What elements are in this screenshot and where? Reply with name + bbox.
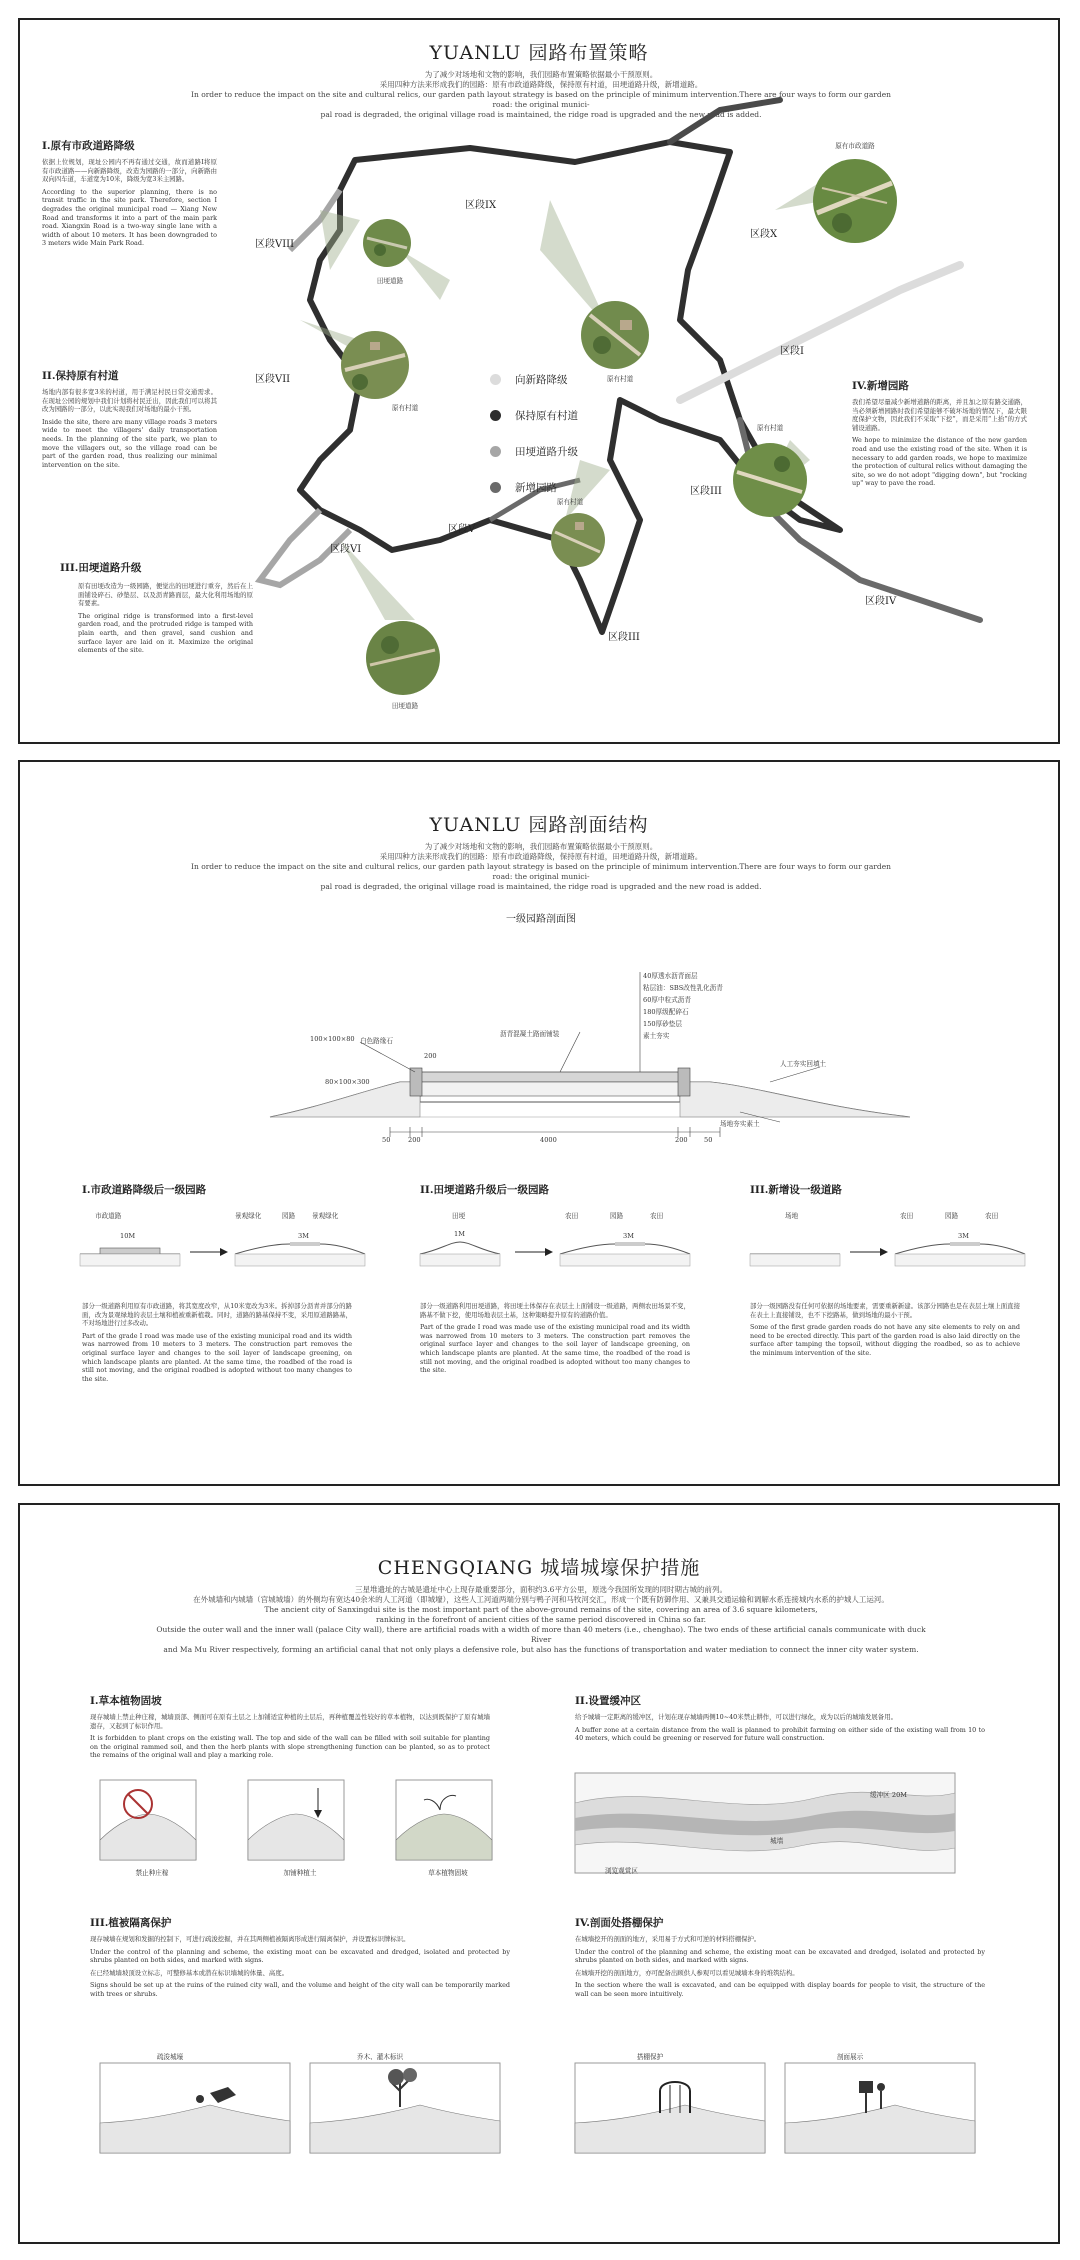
intro-en-line: In order to reduce the impact on the site and cultural relics, our garden path layout strategy is based on the principle of minimum intervention.There are four ways to form our garden road: the original munici- [191,862,891,881]
block3-illustrations [100,2063,520,2163]
diagram-1-before [80,1248,180,1266]
intro-en-line: Outside the outer wall and the inner wall (palace City wall), there are artificial roads with a width of more than 40 meters (i.e., chenghao). The two ends of these artificial canals communicate with duck River [156,1625,926,1644]
arrow [850,1248,888,1256]
thumb-caption: 原有村道 [606,375,634,383]
aerial-thumb [362,218,412,268]
diagram-label: 场地 [785,1212,799,1220]
panel1-title: YUANLU 园路布置策略 [429,42,649,64]
section-cn: 依据上位规划，现址公园内不再有通过交通，故而道路I将原有市政道路——向新路降级，改造为园路的一部分，向新路由双向四车道，车道宽为10米，降级为宽3米主园路。 [42,158,217,184]
legend-item [490,476,578,498]
road-legend [490,368,578,512]
aerial-thumb [550,512,606,568]
legend-label: 田埂道路升级 [515,445,578,458]
block-en: In the section where the wall is excavated, and can be equipped with display boards for people to visit, the structure of the wall can be seen more intuitively. [575,1981,985,1998]
block-title: III.植被隔离保护 [90,1917,172,1929]
diagram-1-after [235,1242,365,1266]
panel2-title: YUANLU 园路剖面结构 [429,814,649,836]
arrow [515,1248,553,1256]
road-new [670,100,780,142]
subsection-cn: 部分一级园路没有任何可依据的场地要素，需要重新新建。该部分园路也是在表层土壤上面直接在表土上直接铺设，也不下挖路基，做到场地的最小干预。 [750,1302,1020,1319]
subsection-text [420,1302,690,1379]
diagram-label: 市政道路 [95,1212,122,1220]
block-cn: 在已经城墙坡顶设立标志，可整修基本或潜在标识墙城的体量、高度。 [90,1968,289,1977]
layer-label: 150厚砂垫层 [643,1020,682,1028]
block-en: Under the control of the planning and scheme, the existing moat can be excavated and dredged, isolated and protected by shrubs planted on both sides, and marked with signs. [575,1947,985,1965]
block-title: IV.剖面处搭棚保护 [575,1917,664,1929]
diagram-label: 农田 [565,1212,579,1220]
buffer-label: 城墙 [770,1837,784,1845]
right-mound [680,1082,910,1117]
dim-label: 50 [704,1136,713,1144]
diagram-3-after [895,1242,1025,1266]
intro-cn-line: 三星堆遗址的古城是遗址中心上现存最重要部分，面积约3.6平方公里，原选今我国所发现的同时期古城的前列。 [355,1585,727,1594]
segment-label: 区段VII [255,374,291,385]
block-cn: 在城墙挖开的剖面的地方，采用易于方式和可逆的材料搭棚保护。 [575,1935,761,1943]
diagram-label: 3M [298,1232,309,1240]
diagram-2-after [560,1242,690,1266]
segment-label: 区段VIII [255,239,295,250]
legend-label: 保持原有村道 [515,409,578,422]
panel3-intro [150,1585,932,1655]
section-en: The original ridge is transformed into a first-level garden road, and the protruded ridge is tamped with plain earth, and then gravel, sand cushion and surface layer are laid on it. Maximize the original elements of the site. [78,611,253,655]
segment-label: 区段III [690,486,722,497]
annotation-left: 100×100×80 [310,1035,355,1043]
thumb-caption: 原有村道 [391,404,419,412]
section-text [42,158,217,252]
section-title: II.保持原有村道 [42,370,119,382]
aerial-thumb [732,442,808,518]
section-text [78,582,253,659]
diagram-label: 农田 [650,1212,664,1220]
thumb-caption: 原有市政道路 [835,142,875,150]
legend-item [490,404,578,426]
layer-annotations [643,970,723,1042]
curb-left [410,1068,422,1096]
illustration-caption: 草本植物固坡 [428,1869,468,1877]
thumb-caption: 田埂道路 [376,277,404,285]
intro-cn-line: 为了减少对场地和文物的影响，我们园路布置策略依据最小干预原则。 [424,70,658,79]
diagram-label: 1M [454,1230,465,1238]
layer-label: 40厚透水沥青面层 [643,972,698,980]
panel-wall-moat-protection [18,1503,1060,2244]
diagram-label: 3M [623,1232,634,1240]
subsection-cn: 部分一级道路利用原有市政道路，将其宽度改窄，从10米宽改为3米。拆掉部分沥青并部分的路面，改为景观绿地的表层土壤和植被重新植栽。同时，道路的路基保持不变，采用原道路路基，不对场地进行过多改动。 [82,1302,352,1328]
diagram-label: 景观绿化 [312,1212,339,1220]
segment-label: 区段IV [865,596,897,607]
segment-label: 区段X [750,229,778,240]
block4-illustrations [575,2063,995,2163]
subsection-en: Some of the first grade garden roads do not have any site elements to rely on and need to be erected directly. This part of the garden road is also laid directly on the surface after tamping the topsoil, without digging the roadbed, so as to achieve the minimum intervention of the site. [750,1323,1020,1357]
legend-label: 向新路降级 [515,373,568,386]
diagram-label: 田埂 [452,1212,466,1220]
panel3-title: CHENGQIANG 城墙城壕保护措施 [377,1557,701,1579]
view-cone [320,210,360,270]
block-cn: 给予城墙一定距离的缓冲区，计划在现存城墙两侧10~40米禁止耕作，可以进行绿化，成为以后的城墙发展备用。 [575,1713,897,1721]
subsection-en: Part of the grade I road was made use of the existing municipal road and its width was narrowed from 10 meters to 3 meters. The construction part removes the original surface layer and changes to the soil layer of landscape greening, on which landscape plants are planted. At the same time, the roadbed of the road is still not moving, and the original roadbed is adopted without too many changes to the site. [420,1323,690,1375]
intro-en-line: In order to reduce the impact on the site and cultural relics, our garden path layout strategy is based on the principle of minimum intervention.There are four ways to form our garden road: the original munici- [191,90,891,109]
legend-swatch [490,374,501,385]
dim-label: 200 [408,1136,421,1144]
diagram-label: 农田 [985,1212,999,1220]
segment-label: 区段I [780,346,804,357]
legend-swatch [490,446,501,457]
aerial-thumb [365,620,441,696]
intro-en-line: ranking in the forefront of ancient cities of the same period discovered in China so far. [375,1615,707,1624]
layer-label: 素土夯实 [643,1032,670,1040]
diagram-label: 园路 [282,1212,296,1220]
diagram-label: 农田 [900,1212,914,1220]
block-cn: 现存城墙在规划和发掘的控制下，可进行疏浚挖掘，并在其两侧植被隔离形成进行隔离保护，并设置标识牌标识。 [90,1935,410,1943]
block-title: I.草本植物固坡 [90,1695,162,1707]
annotation-left: 白色路缘石 [360,1037,393,1045]
illustration-caption: 搭棚保护 [636,2053,664,2061]
dim-label: 50 [382,1136,391,1144]
intro-cn-line: 在外城墙和内城墙（宫城城墙）的外侧均有宽达40余米的人工河道（即城壕），这些人工河道两端分别与鸭子河和马牧河交汇，形成一个既有防御作用、又兼具交通运输和调解水系连接城内水系的护城人工运河。 [193,1595,889,1604]
buffer-label: 浏览观赏区 [605,1867,638,1875]
road-cross-section [20,932,1060,1152]
legend-item [490,368,578,390]
panel-path-layout-strategy [18,18,1060,744]
legend-swatch [490,410,501,421]
intro-en-line: The ancient city of Sanxingdui site is the most important part of the above-ground remains of the site, covering an area of 3.6 square kilometers, [264,1605,818,1614]
dim-label: 200 [675,1136,688,1144]
base-layer [420,1082,680,1096]
annotation-left: 80×100×300 [325,1078,370,1086]
intro-cn-line: 为了减少对场地和文物的影响，我们园路布置策略依据最小干预原则。 [424,842,658,851]
block-text [90,1935,510,2003]
subsection-title: I.市政道路降级后一级园路 [82,1184,207,1196]
intro-en-line: pal road is degraded, the original village road is maintained, the ridge road is upgraded and the new road is added. [320,110,762,119]
subsection-en: Part of the grade I road was made use of the existing municipal road and its width was narrowed from 10 meters to 3 meters. The construction part removes the original surface layer and changes to the soil layer of landscape greening, on which landscape plants are planted. At the same time, the roadbed of the road is still not moving, and the original roadbed is adopted without too many changes to the site. [82,1331,352,1383]
block-en: Signs should be set up at the ruins of the ruined city wall, and the volume and height of the city wall can be temporarily marked with trees or shrubs. [90,1981,510,1998]
section-en: We hope to minimize the distance of the new garden road and use the existing road of the site. When it is necessary to add garden roads, we hope to maximize the protection of cultural relics without damaging the site, so we do not adopt "digging down", but "rocking up" way to pave the road. [852,436,1027,488]
diagram-2-before [420,1242,500,1266]
road-degraded [680,265,960,400]
buffer-label: 缓冲区 20M [870,1791,908,1799]
diagram-label: 园路 [945,1212,959,1220]
segment-label: 区段IX [465,200,497,211]
segment-label: 区段VI [330,544,362,555]
curb-right [678,1068,690,1096]
aerial-thumb [812,158,898,244]
section-drawing-title: 一级园路剖面图 [506,914,576,925]
panel2-intro [180,842,902,892]
intro-en-line: pal road is degraded, the original village road is maintained, the ridge road is upgraded and the new road is added. [320,882,762,891]
arrow [190,1248,228,1256]
block-cn: 在城墙开挖的剖面地方，亦可配备出顾供人参观可以看见城墙本身的堆筑结构。 [575,1968,799,1977]
annotation-top: 沥青混凝土路面铺装 [500,1030,560,1038]
section-text [852,398,1027,492]
dim-label: 4000 [540,1136,557,1144]
intro-en-line: and Ma Mu River respectively, forming an artificial canal that not only plays a defensive role, but also has the functions of transportation and water mediation to connect the inner city water system. [163,1645,919,1654]
layer-label: 粘层油：SBS改性乳化沥青 [643,984,723,992]
diagram-label: 3M [958,1232,969,1240]
mini-section-diagrams [20,1214,1060,1284]
layer-label: 180厚级配碎石 [643,1008,689,1016]
thumb-caption: 原有村道 [556,498,584,506]
section-en: According to the superior planning, there is no transit traffic in the site park. Therefore, section I degrades the original municipal road — Xiang New Road and transforms it into a part of the main park road. Xiangxin Road is a two-way single lane with a width of about 10 meters. It has been downgraded to 3 meters wide Main Park Road. [42,187,217,248]
block-en: It is forbidden to plant crops on the existing wall. The top and side of the wall can be filled with soil suitable for planting on the original rammed soil, and then the herb plants with slope strengthening function can be planted, so as to protect the remains of the original wall and play a marking role. [90,1734,490,1760]
diagram-label: 景观绿化 [235,1212,262,1220]
pavement-layer [420,1072,680,1082]
subsection-text [82,1302,352,1387]
illustration-caption: 剖面展示 [836,2053,864,2061]
intro-cn-line: 采用四种方法来形成我们的园路：原有市政道路降级，保持原有村道，田埂道路升级，新增道路。 [379,80,703,89]
legend-swatch [490,482,501,493]
illustration-caption: 禁止种庄稼 [135,1869,169,1877]
illustration-caption: 疏浚城壕 [156,2053,184,2061]
thumb-caption: 田埂道路 [391,702,419,710]
section-cn: 我们希望尽量减少新增道路的距离，并且加之原有路交通路，当必须新增园路时我们希望能够不破坏场地的情况下，最大限度保护文物，因此我们不采取“下挖”，而是采用“上抬”的方式铺设道路。 [852,398,1027,432]
block-en: A buffer zone at a certain distance from the wall is planned to prohibit farming on either side of the existing wall from 10 to 40 meters, which could be greening or reserved for future wall construction. [575,1725,985,1743]
legend-label: 新增园路 [515,481,557,494]
section-cn: 原有田埂改造为一级园路，便觉出的田埂进行重夯，然后在上面铺设碎石、砂垫层、以及沥青路面层，最大化利用场地的原有要素。 [78,582,253,608]
diagram-3-before [750,1254,840,1266]
subsection-title: II.田埂道路升级后一级园路 [420,1184,549,1196]
annotation-right: 场地夯实素土 [720,1120,760,1128]
buffer-zone-plan [575,1773,955,1873]
aerial-thumb [580,300,650,370]
illustration-caption: 加铺种植土 [283,1869,317,1877]
block-cn: 现存城墙上禁止种庄稼，城墙顶部、侧面可在原有土层之上加铺适宜种植的土层后，再种植覆盖性较好的草本植物，以达到既保护了原有城墙遗存，又起到了标识作用。 [90,1713,490,1730]
intro-cn-line: 采用四种方法来形成我们的园路：原有市政道路降级，保持原有村道，田埂道路升级，新增道路。 [379,852,703,861]
block-en: Under the control of the planning and scheme, the existing moat can be excavated and dredged, isolated and protected by shrubs planted on both sides, and marked with signs. [90,1947,510,1965]
diagram-label: 园路 [610,1212,624,1220]
legend-item [490,440,578,462]
block-text [90,1713,490,1764]
block-text [575,1935,985,2003]
layer-label: 60厚中粒式沥青 [643,996,691,1004]
annotation-right: 人工夯实回填土 [780,1060,827,1068]
diagram-label: 10M [120,1232,136,1240]
section-cn: 场地内部有很多宽3米的村道，用于满足村民日常交通需求。在现址公园的规划中我们计划将村民迁出，因此我们可以将其改为园路的一部分，以此实现我们对场地的最小干预。 [42,388,217,414]
section-title: IV.新增园路 [852,380,909,392]
thumb-caption: 原有村道 [756,424,784,432]
section-title: I.原有市政道路降级 [42,140,135,152]
subsection-title: III.新增设一级道路 [750,1184,842,1196]
panel-path-section-structure [18,760,1060,1486]
dim-label: 200 [424,1052,437,1060]
left-mound [270,1082,420,1117]
block1-illustrations [100,1780,520,1880]
section-text [42,388,217,473]
section-title: III.田埂道路升级 [60,562,142,574]
illustration-caption: 乔木、灌木标识 [356,2053,404,2061]
subsection-text [750,1302,1020,1362]
section-en: Inside the site, there are many village roads 3 meters wide to meet the villagers' daily transportation needs. In the planning of the site park, we plan to move the villagers out, so the village road can be part of the garden road, thus realizing our minimal intervention on the site. [42,417,217,469]
segment-label: 区段V [448,524,476,535]
subsection-cn: 部分一级道路利用田埂道路，将田埂土体保存在表层土上面铺设一级道路，两侧农田场景不变，路基不做下挖，使用场地表层土基，这种策略提升原有的道路价值。 [420,1302,690,1319]
aerial-thumb [340,330,410,400]
segment-label: 区段III [608,632,640,643]
block-text [575,1713,985,1747]
block-title: II.设置缓冲区 [575,1695,641,1707]
